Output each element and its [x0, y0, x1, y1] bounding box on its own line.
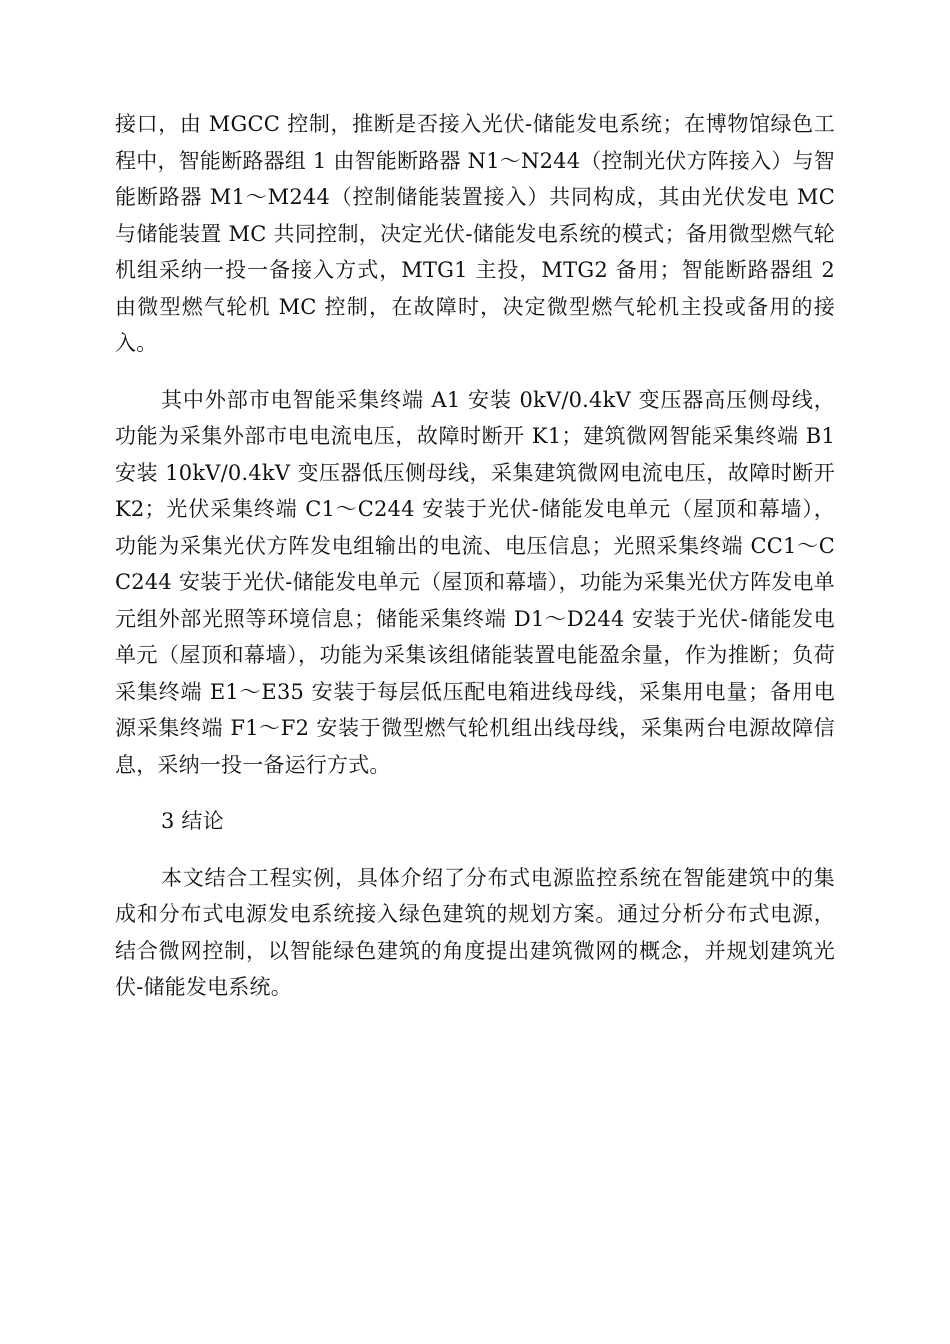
- paragraph-terminals: 其中外部市电智能采集终端 A1 安装 0kV/0.4kV 变压器高压侧母线，功能为采集外部市电电流电压，故障时断开 K1；建筑微网智能采集终端 B1 安装 10kV/0.4kV 变压器低压侧母线，采集建筑微网电流电压，故障时断开 K2；光伏采集终端 C1～C244 安装于光伏-储能发电单元（屋顶和幕墙），功能为采集光伏方阵发电组输出的电流、电压信息；光照采集终端 CC1～CC244 安装于光伏-储能发电单元（屋顶和幕墙），功能为采集光伏方阵发电单元组外部光照等环境信息；储能采集终端 D1～D244 安装于光伏-储能发电单元（屋顶和幕墙），功能为采集该组储能装置电能盈余量，作为推断；负荷采集终端 E1～E35 安装于每层低压配电箱进线母线，采集用电量；备用电源采集终端 F1～F2 安装于微型燃气轮机组出线母线，采集两台电源故障信息，采纳一投一备运行方式。: [115, 387, 835, 777]
- paragraph-conclusion: 本文结合工程实例，具体介绍了分布式电源监控系统在智能建筑中的集成和分布式电源发电系统接入绿色建筑的规划方案。通过分析分布式电源，结合微网控制，以智能绿色建筑的角度提出建筑微网的概念，并规划建筑光伏-储能发电系统。: [115, 865, 835, 999]
- section-heading-conclusion: 3 结论: [161, 809, 224, 833]
- document-body: [115, 106, 835, 1026]
- paragraph-continuation: 接口，由 MGCC 控制，推断是否接入光伏-储能发电系统；在博物馆绿色工程中，智能断路器组 1 由智能断路器 N1～N244（控制光伏方阵接入）与智能断路器 M1～M244（控制储能装置接入）共同构成，其由光伏发电 MC 与储能装置 MC 共同控制，决定光伏-储能发电系统的模式；备用微型燃气轮机组采纳一投一备接入方式，MTG1 主投，MTG2 备用；智能断路器组 2 由微型燃气轮机 MC 控制，在故障时，决定微型燃气轮机主投或备用的接入。: [115, 112, 835, 355]
